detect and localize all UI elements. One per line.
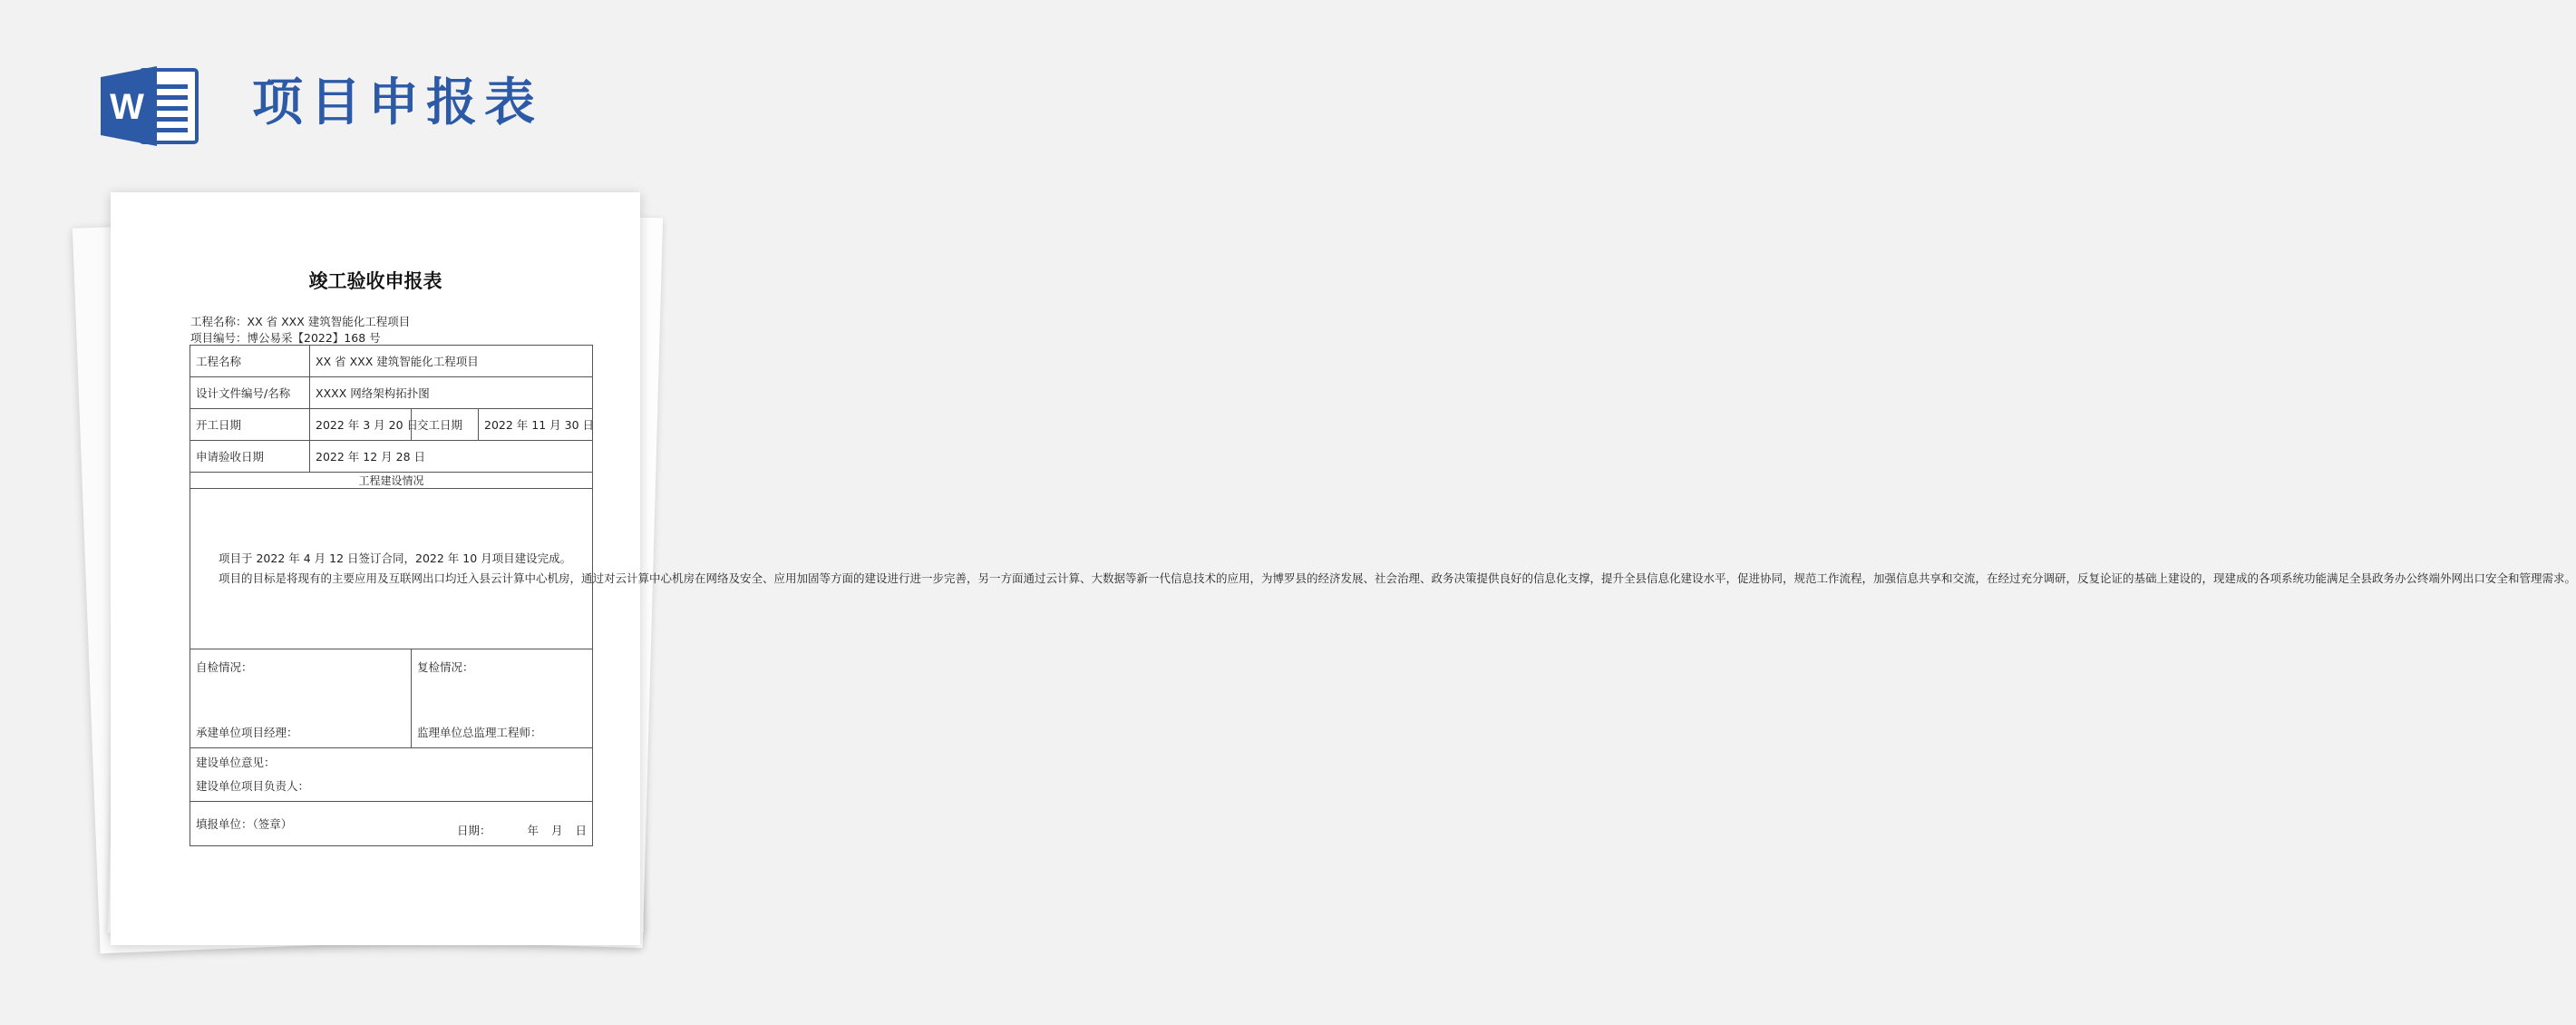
- table-row: [190, 346, 593, 377]
- description-paragraph-2: 项目的目标是将现有的主要应用及互联网出口均迁入县云计算中心机房，通过对云计算中心机房在网络及安全、应用加固等方面的建设进行进一步完善，另一方面通过云计算、大数据等新一代信息技术的应用，为博罗县的经济发展、社会治理、政务决策提供良好的信息化支撑，提升全县信息化建设水平，促进协同，规范工作流程，加强信息共享和交流，在经过充分调研，反复论证的基础上建设的，现建成的各项系统功能满足全县政务办公终端外网出口安全和管理需求。: [219, 571, 2576, 585]
- acceptance-form-table: [190, 345, 2576, 846]
- design-doc-label: 设计文件编号/名称: [190, 377, 310, 409]
- project-name-value: XX 省 XXX 建筑智能化工程项目: [310, 346, 593, 377]
- supervisor-label: 监理单位总监理工程师：: [417, 726, 542, 739]
- banner: [0, 0, 725, 181]
- design-doc-value: XXXX 网络架构拓扑图: [310, 377, 593, 409]
- table-row: [190, 473, 593, 489]
- apply-date-label: 申请验收日期: [190, 441, 310, 473]
- fill-unit-label: 填报单位：（签章）: [196, 817, 293, 831]
- document-title: 竣工验收申报表: [308, 270, 442, 292]
- table-row: [190, 377, 593, 409]
- fill-date: [457, 822, 587, 838]
- day-label: 日: [575, 824, 587, 837]
- start-date-value: 2022 年 3 月 20 日: [310, 409, 412, 441]
- description-paragraph-1: 项目于 2022 年 4 月 12 日签订合同，2022 年 10 月项目建设完成。: [219, 552, 572, 565]
- date-label: 日期：: [456, 824, 491, 837]
- delivery-date-label: 交工日期: [412, 409, 479, 441]
- project-name-line: 工程名称：XX 省 XXX 建筑智能化工程项目: [190, 315, 411, 328]
- builder-opinion-cell: [190, 748, 593, 802]
- contractor-manager-label: 承建单位项目经理：: [196, 726, 298, 739]
- document-page: [111, 192, 2576, 945]
- year-label: 年: [527, 824, 539, 837]
- banner-title: 项目申报表: [252, 73, 542, 132]
- word-document-icon: [101, 66, 200, 146]
- table-row: [190, 802, 593, 846]
- project-name-label: 工程名称: [190, 346, 310, 377]
- apply-date-value: 2022 年 12 月 28 日: [310, 441, 593, 473]
- self-check-label: 自检情况：: [196, 660, 253, 674]
- month-label: 月: [550, 824, 563, 837]
- table-row: [190, 748, 593, 802]
- table-row: [190, 441, 593, 473]
- start-date-label: 开工日期: [190, 409, 310, 441]
- project-number-line: 项目编号：博公易采【2022】168 号: [190, 331, 381, 345]
- recheck-label: 复检情况：: [417, 660, 474, 674]
- builder-leader-label: 建设单位项目负责人：: [196, 779, 310, 793]
- construction-description: [190, 489, 2576, 649]
- table-row: [190, 489, 593, 649]
- builder-opinion-label: 建设单位意见：: [196, 756, 276, 769]
- word-icon-letter: W: [110, 87, 144, 127]
- delivery-date-value: 2022 年 11 月 30 日: [479, 409, 593, 441]
- table-row: [190, 409, 593, 441]
- fill-unit-cell: [190, 802, 593, 846]
- section-title: 工程建设情况: [190, 473, 593, 489]
- table-row: [190, 649, 593, 748]
- self-check-cell: [190, 649, 412, 748]
- recheck-cell: [412, 649, 593, 748]
